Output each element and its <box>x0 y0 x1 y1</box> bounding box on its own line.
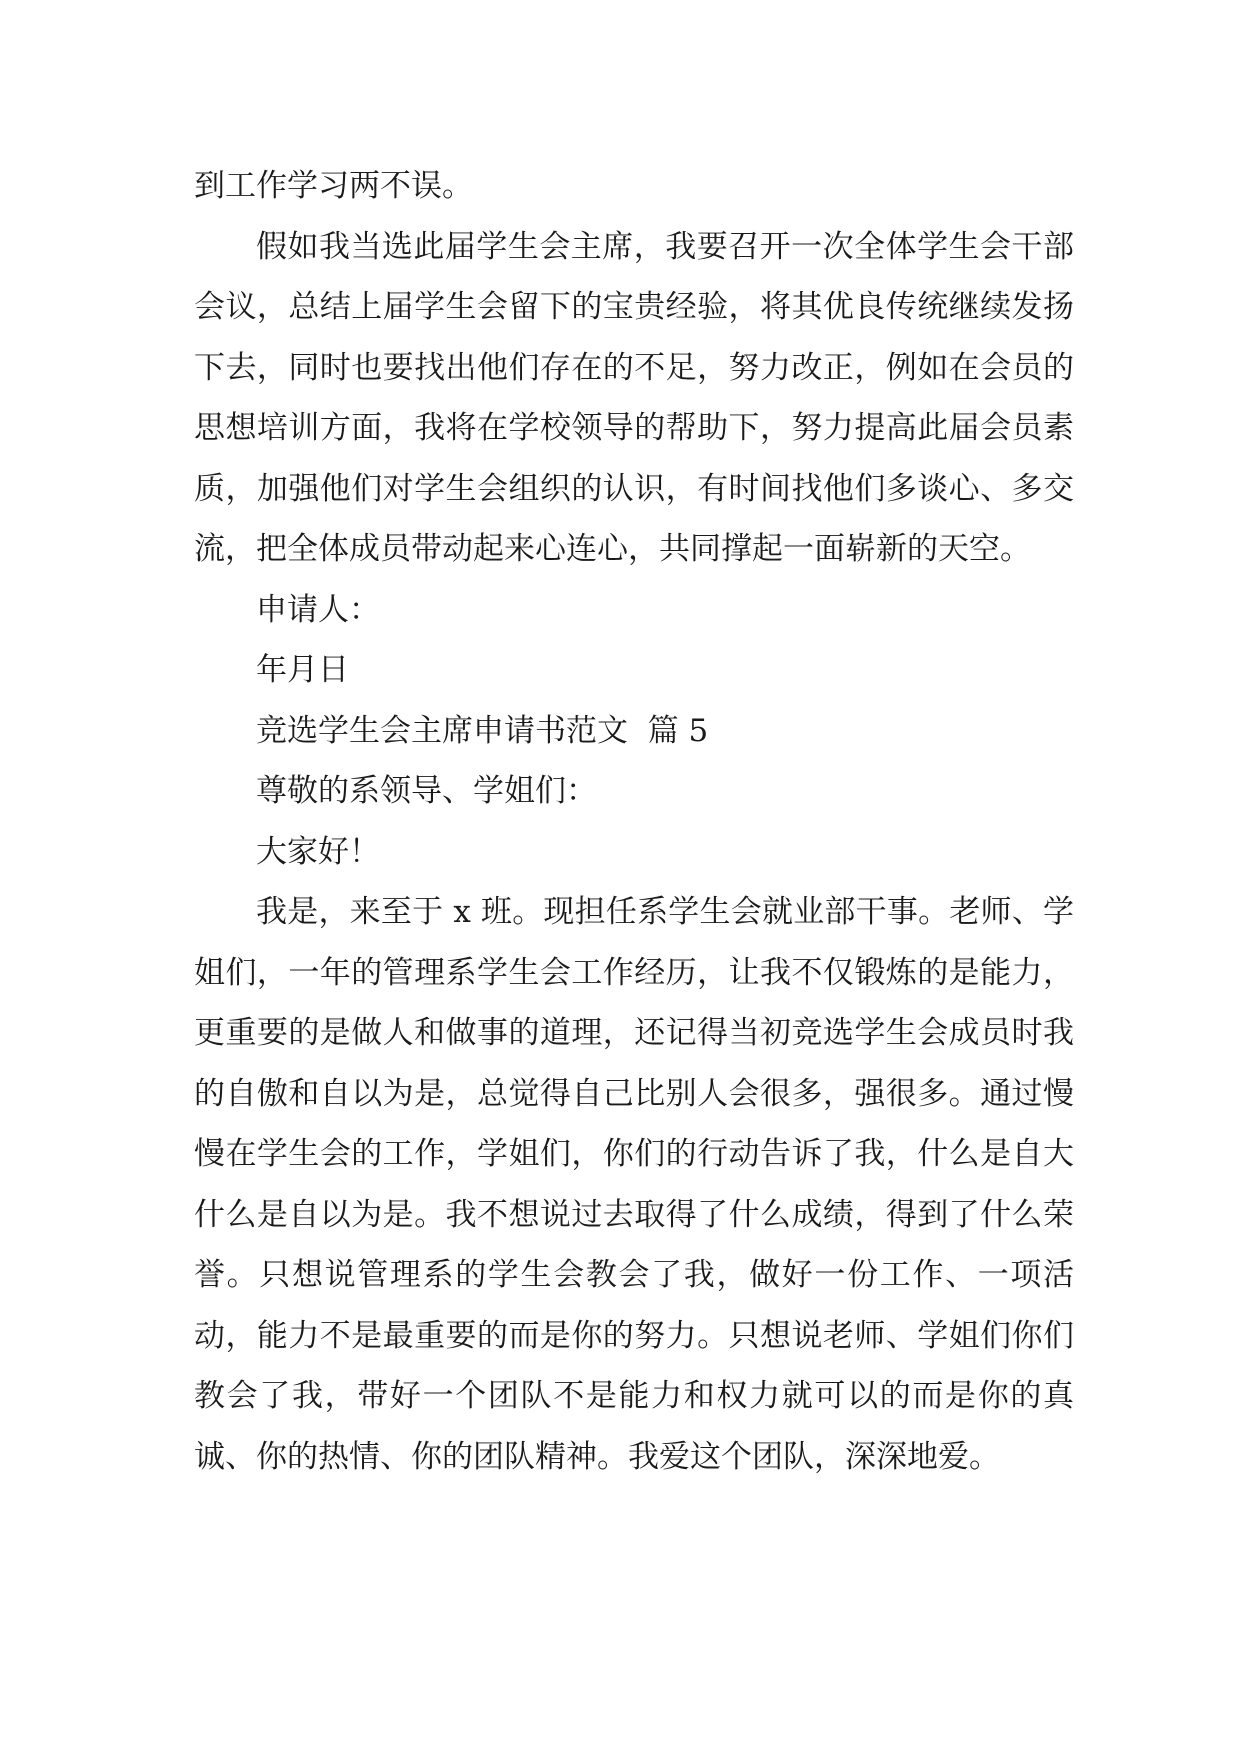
paragraph-continuation: 到工作学习两不误。 <box>194 168 473 204</box>
paragraph-election-plan: 假如我当选此届学生会主席，我要召开一次全体学生会干部会议，总结上届学生会留下的宝贵经验，将其优良传统继续发扬下去，同时也要找出他们存在的不足，努力改正，例如在会员的思想培训方面，我将在学校领导的帮助下，努力提高此届会员素质，加强他们对学生会组织的认识，有时间找他们多谈心、多交流，把全体成员带动起来心连心，共同撑起一面崭新的天空。 <box>194 228 1074 567</box>
greeting: 大家好！ <box>256 833 380 870</box>
date-line: 年月日 <box>256 652 349 688</box>
document-body <box>194 156 1074 1487</box>
paragraph-self-introduction: 我是，来至于 x 班。现担任系学生会就业部干事。老师、学姐们，一年的管理系学生会工作经历，让我不仅锻炼的是能力，更重要的是做人和做事的道理，还记得当初竞选学生会成员时我的自傲和自以为是，总觉得自己比别人会很多，强很多。通过慢慢在学生会的工作，学姐们，你们的行动告诉了我，什么是自大什么是自以为是。我不想说过去取得了什么成绩，得到了什么荣誉。只想说管理系的学生会教会了我，做好一份工作、一项活动，能力不是最重要的而是你的努力。只想说老师、学姐们你们教会了我，带好一个团队不是能力和权力就可以的而是你的真诚、你的热情、你的团队精神。我爱这个团队，深深地爱。 <box>194 894 1074 1475</box>
section-heading: 竞选学生会主席申请书范文 篇 5 <box>256 712 709 749</box>
salutation: 尊敬的系领导、学姐们： <box>256 773 597 809</box>
applicant-line: 申请人： <box>256 591 380 628</box>
